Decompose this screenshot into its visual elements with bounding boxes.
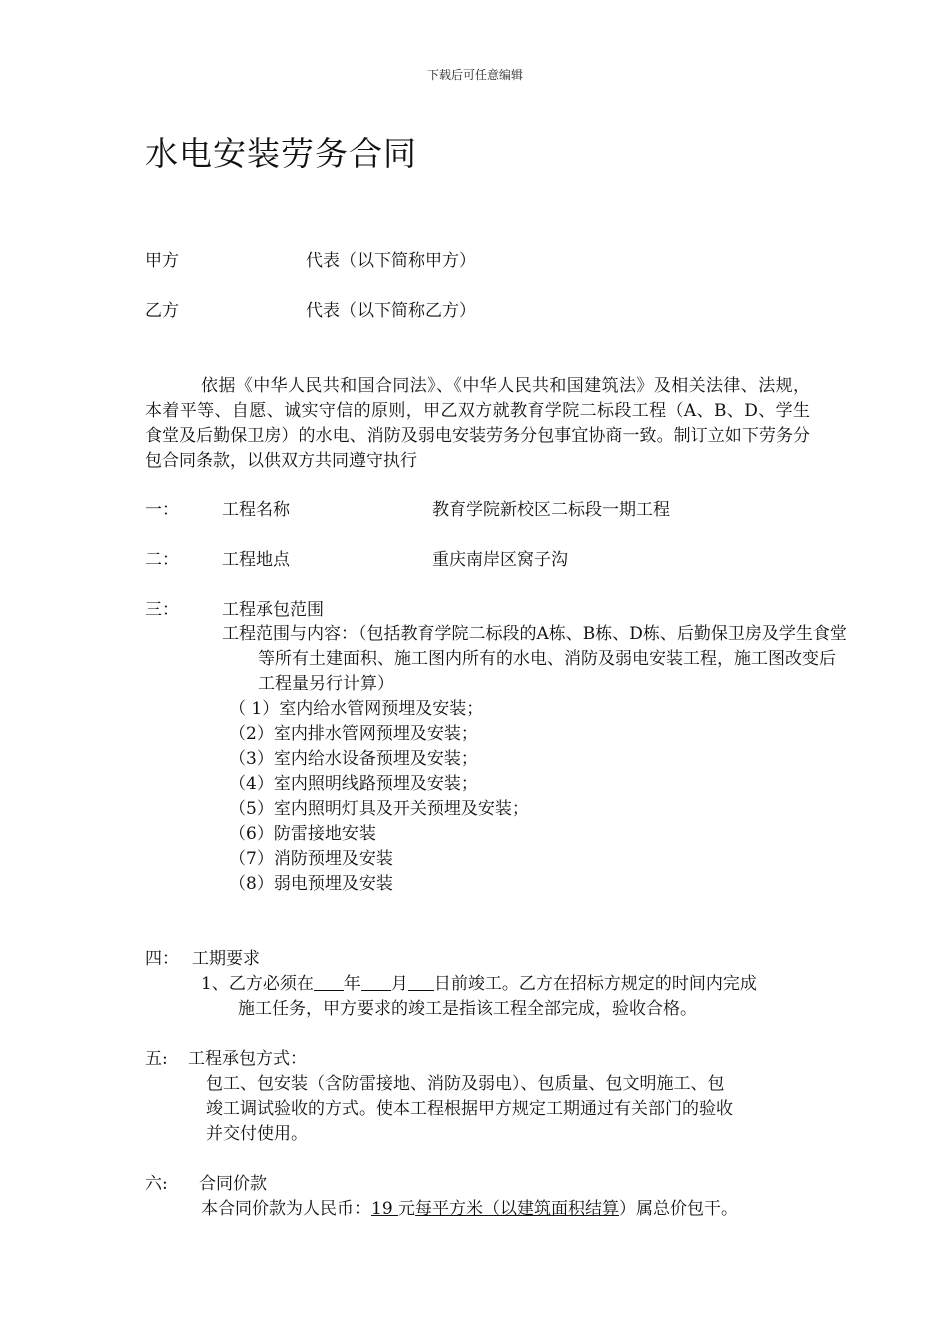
section5-number: 五:	[145, 1049, 168, 1069]
price-value: 19	[371, 1199, 399, 1219]
scope-item: （3）室内给水设备预埋及安装；	[229, 749, 478, 769]
deadline-text-c: 月	[390, 974, 408, 994]
price-currency: 元	[398, 1199, 416, 1219]
scope-item: （8）弱电预埋及安装	[229, 874, 393, 894]
section1-value: 教育学院新校区二标段一期工程	[432, 500, 670, 520]
price-unit: 每平方米（以建筑面积结算	[415, 1199, 620, 1219]
scope-item: （5）室内照明灯具及开关预埋及安装；	[229, 799, 529, 819]
section5-line: 竣工调试验收的方式。使本工程根据甲方规定工期通过有关部门的验收	[206, 1099, 733, 1119]
deadline-text-a: 1、乙方必须在	[201, 974, 314, 994]
section4-line2: 施工任务，甲方要求的竣工是指该工程全部完成，验收合格。	[238, 999, 697, 1019]
party-a-label: 甲方	[145, 251, 179, 271]
section5-line: 包工、包安装（含防雷接地、消防及弱电）、包质量、包文明施工、包	[206, 1074, 725, 1094]
section2-label: 工程地点	[222, 550, 290, 570]
section6-number: 六:	[145, 1174, 168, 1194]
month-blank-field[interactable]	[361, 973, 391, 991]
section4-deadline-line	[201, 972, 757, 997]
section5-line: 并交付使用。	[206, 1124, 308, 1144]
scope-item: （2）室内排水管网预埋及安装；	[229, 724, 478, 744]
scope-item: （4）室内照明线路预埋及安装；	[229, 774, 478, 794]
price-prefix: 本合同价款为人民币：	[201, 1199, 371, 1219]
section1-label: 工程名称	[222, 500, 290, 520]
section2-number: 二：	[145, 550, 179, 570]
section5-label: 工程承包方式：	[188, 1049, 307, 1069]
scope-item: （7）消防预埋及安装	[229, 849, 393, 869]
section3-label: 工程承包范围	[222, 600, 324, 620]
preamble-paragraph: 依据《中华人民共和国合同法》、《中华人民共和国建筑法》及相关法律、法规，本着平等、自愿、诚实守信的原则，甲乙双方就教育学院二标段工程（A、B、D、学生食堂及后勤保卫房）的水电、消防及弱电安装劳务分包事宜协商一致。制订立如下劳务分包合同条款，以供双方共同遵守执行	[145, 376, 810, 471]
section3-number: 三：	[145, 600, 179, 620]
price-suffix: ）属总价包干。	[619, 1199, 739, 1219]
year-blank-field[interactable]	[314, 973, 344, 991]
section4-number: 四：	[145, 949, 179, 969]
section1-number: 一：	[145, 500, 179, 520]
deadline-text-b: 年	[343, 974, 361, 994]
section4-label: 工期要求	[192, 949, 260, 969]
party-a-text: 代表（以下简称甲方）	[306, 251, 476, 271]
document-title: 水电安装劳务合同	[145, 134, 417, 173]
scope-item: （6）防雷接地安装	[229, 824, 376, 844]
deadline-text-d: 日前竣工。乙方在招标方规定的时间内完成	[433, 974, 757, 994]
section6-label: 合同价款	[199, 1174, 267, 1194]
party-b-label: 乙方	[145, 301, 179, 321]
day-blank-field[interactable]	[408, 973, 434, 991]
section2-value: 重庆南岸区窝子沟	[432, 550, 568, 570]
header-note: 下载后可任意编辑	[426, 68, 523, 82]
section3-scope-intro: 工程范围与内容：（包括教育学院二标段的A栋、B栋、D栋、后勤保卫房及学生食堂等所有土建面积、施工图内所有的水电、消防及弱电安装工程，施工图改变后工程量另行计算）	[222, 624, 847, 694]
scope-item: （ 1）室内给水管网预埋及安装；	[229, 699, 484, 719]
party-b-text: 代表（以下简称乙方）	[306, 301, 476, 321]
section6-price-line	[201, 1197, 738, 1222]
